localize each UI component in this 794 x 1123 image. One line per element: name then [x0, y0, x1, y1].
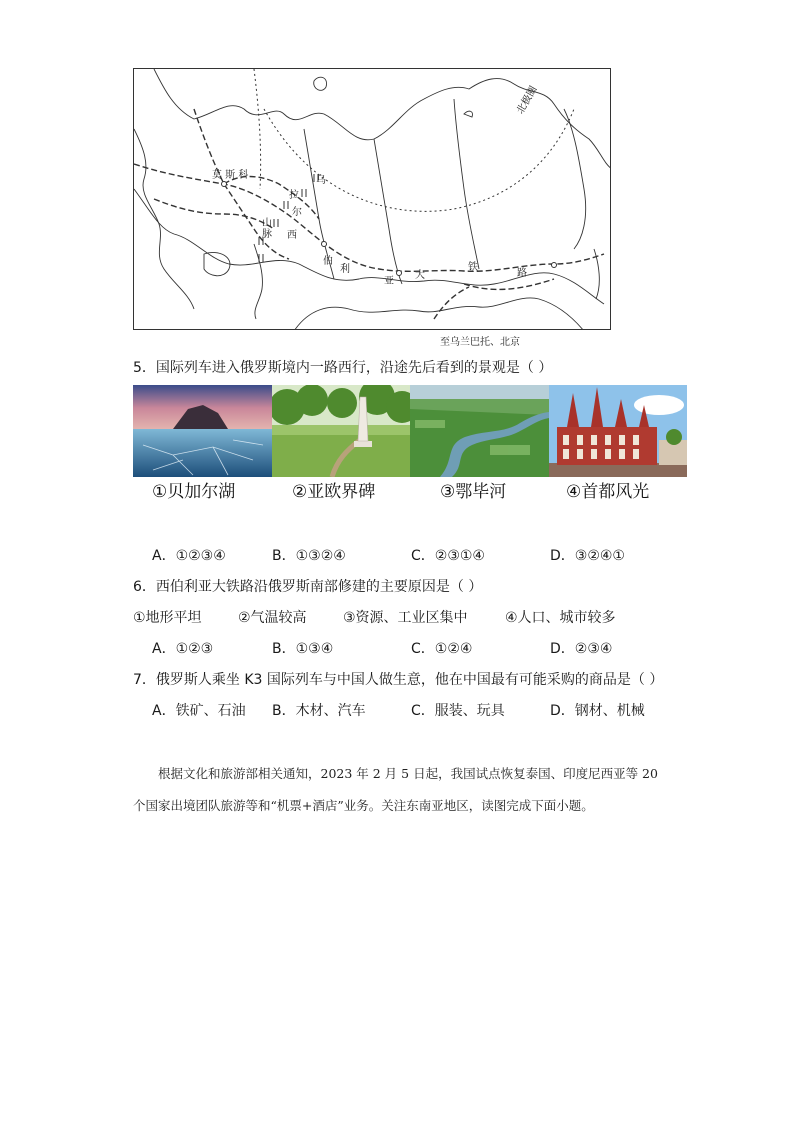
photo-europe-asia-obelisk — [272, 385, 411, 477]
map-label-arctic-circle: 北极圈 — [515, 84, 540, 116]
q7-option-d[interactable]: D．钢材、机械 — [550, 703, 645, 719]
photo-ob-river — [410, 385, 549, 477]
photo-caption-4: ④首都风光 — [566, 482, 650, 502]
q7-option-c[interactable]: C．服装、玩具 — [411, 703, 505, 719]
reading-passage: 根据文化和旅游部相关通知，2023 年 2 月 5 日起，我国试点恢复泰国、印度尼西亚等 20 个国家出境团队旅游等和“机票+酒店”业务。关注东南亚地区，读图完成下面小题。 — [133, 766, 658, 813]
q6-reason-1: ①地形平坦 — [133, 610, 202, 626]
map-drawing — [134, 69, 611, 330]
map-label-da: 大 — [415, 270, 425, 281]
map-label-ural-2: 拉 — [289, 190, 299, 201]
photo-caption-1: ①贝加尔湖 — [152, 482, 236, 502]
photo-moscow-museum — [549, 385, 688, 477]
q5-option-a[interactable]: A．①②③④ — [152, 548, 226, 564]
q7-option-a[interactable]: A．铁矿、石油 — [152, 703, 246, 719]
photo-caption-3: ③鄂毕河 — [440, 482, 507, 502]
q5-option-d[interactable]: D．③②④① — [550, 548, 625, 564]
map-label-ya: 亚 — [384, 276, 394, 287]
q5-stem: 5．国际列车进入俄罗斯境内一路西行，沿途先后看到的景观是（ ） — [133, 360, 553, 376]
q5-option-c[interactable]: C．②③①④ — [411, 548, 485, 564]
map-label-ural-3: 尔 — [292, 207, 302, 218]
q6-option-d[interactable]: D．②③④ — [550, 641, 613, 657]
map-label-moscow: 莫 斯 科 — [212, 170, 249, 181]
q6-reason-2: ②气温较高 — [238, 610, 307, 626]
q5-option-b[interactable]: B．①③②④ — [272, 548, 346, 564]
map-label-li: 利 — [340, 264, 350, 275]
map-label-lu: 路 — [517, 268, 527, 279]
q7-option-b[interactable]: B．木材、汽车 — [272, 703, 366, 719]
map-label-ural-5: 脉 — [262, 229, 272, 240]
q5-photo-strip — [133, 385, 687, 477]
map-label-west: 西 — [287, 230, 297, 241]
map-label-ural-4: 山 — [262, 218, 272, 229]
q6-option-a[interactable]: A．①②③ — [152, 641, 214, 657]
q6-stem: 6．西伯利亚大铁路沿俄罗斯南部修建的主要原因是（ ） — [133, 579, 483, 595]
q7-stem: 7．俄罗斯人乘坐 K3 国际列车与中国人做生意，他在中国最有可能采购的商品是（ ） — [133, 672, 664, 688]
q6-option-b[interactable]: B．①③④ — [272, 641, 334, 657]
q6-reason-4: ④人口、城市较多 — [505, 610, 616, 626]
q6-option-c[interactable]: C．①②④ — [411, 641, 473, 657]
map-label-bo: 伯 — [323, 256, 333, 267]
q6-reason-3: ③资源、工业区集中 — [343, 610, 468, 626]
map-caption: 至乌兰巴托、北京 — [440, 337, 520, 348]
photo-baikal — [133, 385, 272, 477]
russia-railway-map — [133, 68, 611, 330]
photo-caption-2: ②亚欧界碑 — [292, 482, 376, 502]
map-label-tie: 铁 — [468, 262, 478, 273]
map-label-ural-1: 乌 — [316, 175, 326, 186]
